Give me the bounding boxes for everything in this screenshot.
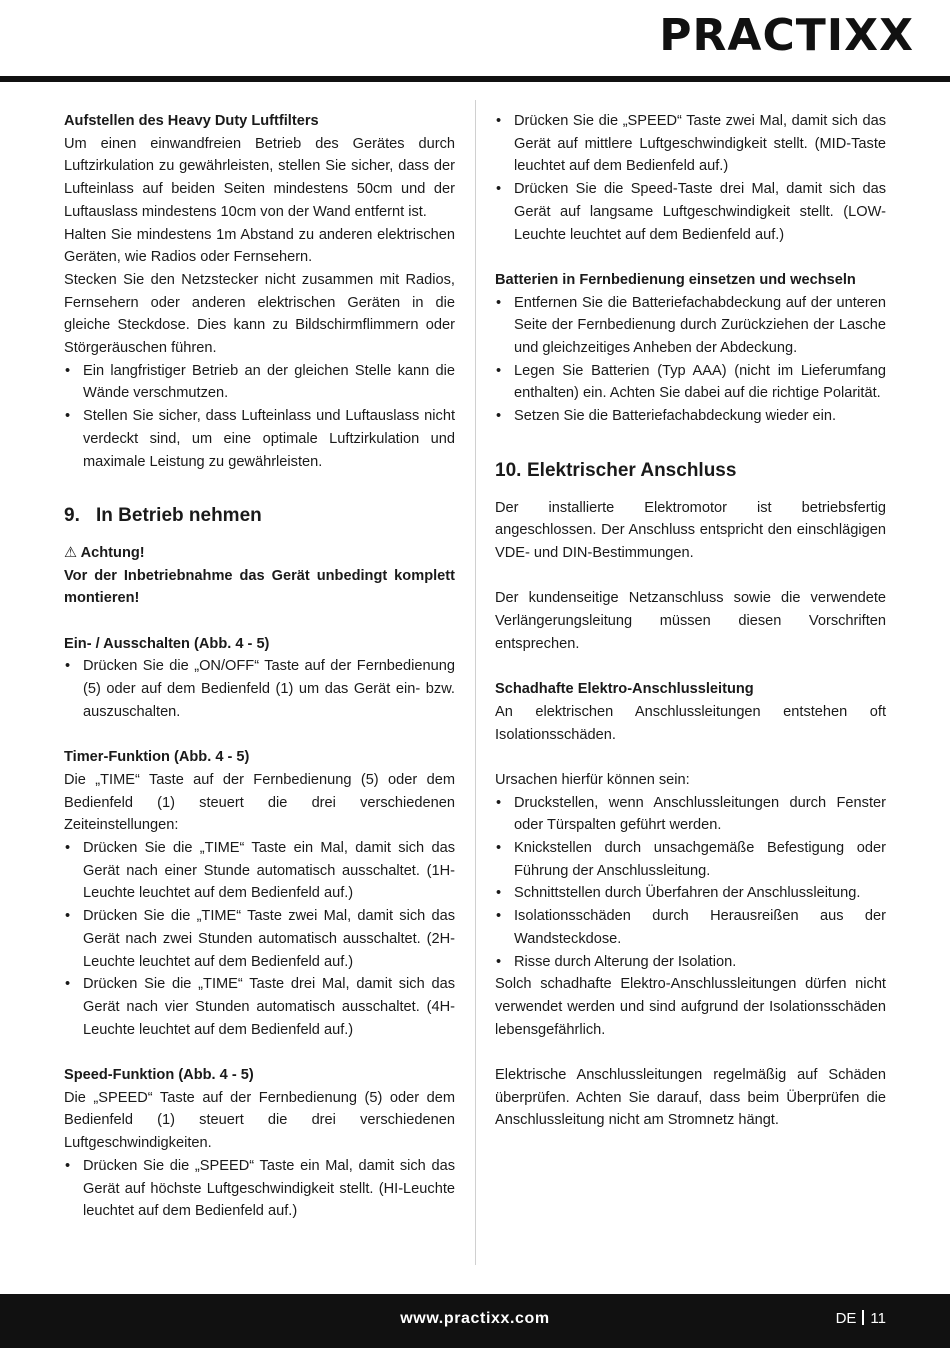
list-item: • Drücken Sie die „ON/OFF“ Taste auf der Fernbedienung (5) oder auf dem Bedienfeld (1) um das Gerät ein- bzw. auszuschalten. (64, 655, 455, 723)
list-item: • Isolationsschäden durch Herausreißen aus der Wandsteckdose. (495, 905, 886, 950)
bullet-list (64, 360, 455, 474)
website-link[interactable]: www.practixx.com (400, 1310, 550, 1327)
list-item: • Drücken Sie die Speed-Taste drei Mal, damit sich das Gerät auf langsame Luftgeschwindigkeit stellt. (LOW-Leuchte leuchtet auf dem Bedienfeld auf.) (495, 178, 886, 246)
paragraph: Die „TIME“ Taste auf der Fernbedienung (5) oder dem Bedienfeld (1) steuert die drei verschiedenen Zeiteinstellungen: (64, 771, 455, 834)
warning-text: Vor der Inbetriebnahme das Gerät unbedingt komplett montieren! (64, 567, 455, 607)
chapter-title: In Betrieb nehmen (96, 504, 262, 526)
section-title-batteries: Batterien in Fernbedienung einsetzen und wechseln (495, 271, 856, 288)
list-item: • Knickstellen durch unsachgemäße Befestigung oder Führung der Anschlussleitung. (495, 837, 886, 882)
header-rule (0, 76, 950, 82)
bullet-list (64, 837, 455, 1041)
list-item: • Druckstellen, wenn Anschlussleitungen durch Fenster oder Türspalten geführt werden. (495, 792, 886, 837)
list-item: • Stellen Sie sicher, dass Lufteinlass und Luftauslass nicht verdeckt sind, um eine optimale Luftzirkulation und maximale Leistung zu gewährleisten. (64, 405, 455, 473)
brand-logo: PRACTIXX (659, 10, 914, 61)
page-indicator (836, 1310, 886, 1327)
list-item: • Schnittstellen durch Überfahren der Anschlussleitung. (495, 882, 886, 905)
footer-bar (0, 1294, 950, 1348)
chapter-title: Elektrischer Anschluss (527, 459, 737, 481)
list-item: • Ein langfristiger Betrieb an der gleichen Stelle kann die Wände verschmutzen. (64, 360, 455, 405)
bullet-list (495, 292, 886, 428)
list-item: • Drücken Sie die „TIME“ Taste zwei Mal, damit sich das Gerät nach zwei Stunden automatisch ausschaltet. (2H-Leuchte leuchtet auf dem Bedienfeld auf.) (64, 905, 455, 973)
section-title-timer: Timer-Funktion (Abb. 4 - 5) (64, 749, 250, 766)
bullet-list (64, 655, 455, 723)
section-title-power: Ein- / Ausschalten (Abb. 4 - 5) (64, 635, 270, 652)
list-item: • Setzen Sie die Batteriefachabdeckung wieder ein. (495, 405, 886, 428)
column-divider (475, 100, 476, 1265)
paragraph: Der kundenseitige Netzanschluss sowie die verwendete Verlängerungsleitung müssen diesen Vorschriften entsprechen. (495, 590, 886, 652)
chapter-number: 10. (495, 459, 522, 481)
paragraph: Stecken Sie den Netzstecker nicht zusammen mit Radios, Fernsehern oder anderen elektrischen Geräten in die gleiche Steckdose. Dies kann zu Bildschirmflimmern oder Störgeräuschen führen. (64, 271, 455, 357)
warning-title (64, 542, 455, 565)
paragraph: Halten Sie mindestens 1m Abstand zu anderen elektrischen Geräten, wie Radios oder Fernsehern. (64, 226, 455, 266)
bullet-list (495, 110, 886, 246)
warning-label: Achtung! (80, 544, 145, 561)
list-item: • Risse durch Alterung der Isolation. (495, 951, 886, 974)
bullet-list (495, 792, 886, 974)
warning-icon: ⚠ (64, 544, 78, 561)
bullet-list (64, 1155, 455, 1223)
list-item: • Drücken Sie die „SPEED“ Taste zwei Mal, damit sich das Gerät auf mittlere Luftgeschwindigkeit stellt. (MID-Taste leuchtet auf dem Bedienfeld auf.) (495, 110, 886, 178)
paragraph: Ursachen hierfür können sein: (495, 771, 690, 788)
list-item: • Entfernen Sie die Batteriefachabdeckung auf der unteren Seite der Fernbedienung durch Zurückziehen der Lasche und gleichzeitiges Anheben der Abdeckung. (495, 292, 886, 360)
chapter-heading-10 (495, 451, 886, 497)
list-item: • Drücken Sie die „TIME“ Taste ein Mal, damit sich das Gerät nach einer Stunde automatisch ausschaltet. (1H-Leuchte leuchtet auf dem Bedienfeld auf.) (64, 837, 455, 905)
paragraph: An elektrischen Anschlussleitungen entstehen oft Isolationsschäden. (495, 703, 886, 743)
paragraph: Um einen einwandfreien Betrieb des Gerätes durch Luftzirkulation zu gewährleisten, stellen Sie sicher, dass der Lufteinlass auf beiden Seiten mindestens 50cm und der Luftauslass mindestens 10cm von der Wand entfernt ist. (64, 135, 455, 220)
chapter-heading-9 (64, 496, 455, 542)
list-item: • Drücken Sie die „TIME“ Taste drei Mal, damit sich das Gerät nach vier Stunden automatisch ausschaltet. (4H-Leuchte leuchtet auf dem Bedienfeld auf.) (64, 973, 455, 1041)
section-title-speed: Speed-Funktion (Abb. 4 - 5) (64, 1067, 254, 1084)
language-code: DE (835, 1310, 857, 1327)
list-item: • Drücken Sie die „SPEED“ Taste ein Mal, damit sich das Gerät auf höchste Luftgeschwindigkeit stellt. (HI-Leuchte leuchtet auf dem Bedienfeld auf.) (64, 1155, 455, 1223)
paragraph: Der installierte Elektromotor ist betriebsfertig angeschlossen. Der Anschluss entspricht den einschlägigen VDE- und DIN-Bestimmungen. (495, 499, 886, 561)
section-title-setup: Aufstellen des Heavy Duty Luftfilters (64, 113, 319, 129)
paragraph: Die „SPEED“ Taste auf der Fernbedienung (5) oder dem Bedienfeld (1) steuert die drei verschiedenen Luftgeschwindigkeiten. (64, 1089, 455, 1152)
left-column (64, 110, 455, 1223)
list-item: • Legen Sie Batterien (Typ AAA) (nicht im Lieferumfang enthalten) ein. Achten Sie dabei auf die richtige Polarität. (495, 360, 886, 405)
right-column (495, 110, 886, 1132)
paragraph: Elektrische Anschlussleitungen regelmäßig auf Schäden überprüfen. Achten Sie darauf, dass beim Überprüfen die Anschlussleitung nicht am Stromnetz hängt. (495, 1067, 886, 1129)
paragraph: Solch schadhafte Elektro-Anschlussleitungen dürfen nicht verwendet werden und sind aufgrund der Isolationsschäden lebensgefährlich. (495, 976, 886, 1038)
section-title-cable: Schadhafte Elektro-Anschlussleitung (495, 681, 754, 698)
chapter-number: 9. (64, 504, 80, 526)
page-number: 11 (870, 1310, 886, 1327)
